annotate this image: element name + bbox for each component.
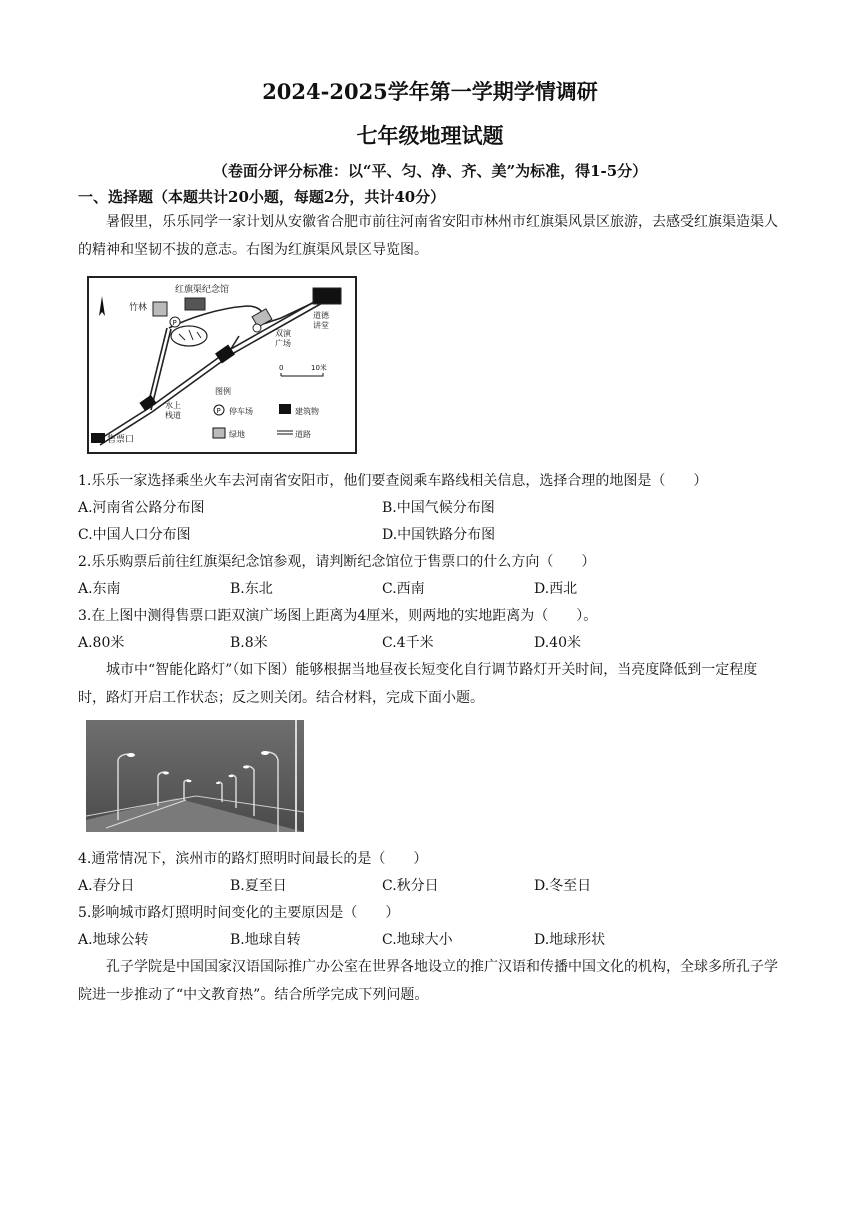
- svg-text:10米: 10米: [311, 364, 327, 372]
- smart-streetlight-photo: [86, 720, 304, 832]
- question-4-stem: 4.通常情况下，滨州市的路灯照明时间最长的是（ ）: [78, 851, 428, 867]
- question-5-option-b[interactable]: B.地球自转: [230, 932, 301, 948]
- plaza-label-2: 广场: [275, 339, 291, 348]
- question-3-option-c[interactable]: C.4千米: [382, 635, 434, 651]
- svg-text:图例: 图例: [215, 387, 231, 396]
- intro-paragraph-3: 孔子学院是中国国家汉语国际推广办公室在世界各地设立的推广汉语和传播中国文化的机构，全球多所孔子学院进一步推动了“中文教育热”。结合所学完成下列问题。: [78, 959, 778, 1003]
- memorial-building: [185, 298, 205, 310]
- moral-hall-label-2: 讲堂: [313, 321, 329, 330]
- question-3-option-b[interactable]: B.8米: [230, 635, 268, 651]
- scale-bar: [279, 363, 327, 376]
- svg-text:P: P: [216, 407, 221, 415]
- question-3-option-a[interactable]: A.80米: [78, 635, 125, 651]
- question-2-option-c[interactable]: C.西南: [382, 581, 425, 597]
- intro-paragraph-2: 城市中“智能化路灯”（如下图）能够根据当地昼夜长短变化自行调节路灯开关时间，当亮度降低到一定程度时，路灯开启工作状态；反之则关闭。结合材料，完成下面小题。: [78, 662, 758, 706]
- svg-text:绿地: 绿地: [229, 430, 245, 439]
- svg-text:0: 0: [279, 364, 284, 372]
- intro-paragraph-1: 暑假里，乐乐同学一家计划从安徽省合肥市前往河南省安阳市林州市红旗渠风景区旅游，去感受红旗渠造渠人的精神和坚韧不拔的意志。右图为红旗渠风景区导览图。: [78, 214, 778, 258]
- question-5-option-d[interactable]: D.地球形状: [534, 932, 606, 948]
- question-1-option-b[interactable]: B.中国气候分布图: [382, 500, 495, 516]
- north-arrow-icon: [99, 296, 105, 316]
- water-walkway-label-2: 栈道: [165, 411, 181, 420]
- question-1-option-d[interactable]: D.中国铁路分布图: [382, 527, 496, 543]
- plaza-label-1: 双演: [275, 329, 291, 338]
- question-5-option-a[interactable]: A.地球公转: [78, 932, 149, 948]
- svg-text:建筑物: 建筑物: [295, 407, 319, 416]
- svg-text:P: P: [172, 319, 177, 327]
- exam-subtitle: 七年级地理试题: [356, 123, 504, 148]
- question-4-option-a[interactable]: A.春分日: [78, 878, 135, 894]
- question-2-stem: 2.乐乐购票后前往红旗渠纪念馆参观，请判断纪念馆位于售票口的什么方向（ ）: [78, 554, 596, 570]
- question-2-option-d[interactable]: D.西北: [534, 581, 578, 597]
- road-lines: [97, 298, 324, 445]
- question-5-stem: 5.影响城市路灯照明时间变化的主要原因是（ ）: [78, 905, 400, 921]
- ticket-label: 售票口: [107, 435, 135, 445]
- memorial-label: 红旗渠纪念馆: [175, 285, 230, 295]
- ticket-office-building: [91, 433, 105, 443]
- moral-hall-label-1: 道德: [313, 311, 329, 320]
- question-4-option-c[interactable]: C.秋分日: [382, 878, 439, 894]
- roundabout: [171, 326, 207, 346]
- question-3-option-d[interactable]: D.40米: [534, 635, 581, 651]
- svg-text:停车场: 停车场: [229, 407, 253, 416]
- section-title: 一、选择题（本题共计20小题，每题2分，共计40分）: [78, 188, 446, 206]
- question-3-stem: 3.在上图中测得售票口距双演广场图上距离为4厘米，则两地的实地距离为（ ）。: [78, 608, 598, 624]
- svg-text:道路: 道路: [295, 430, 311, 439]
- question-2-option-a[interactable]: A.东南: [78, 581, 121, 597]
- question-2-option-b[interactable]: B.东北: [230, 581, 273, 597]
- scenic-area-map: [87, 276, 357, 454]
- question-1-option-c[interactable]: C.中国人口分布图: [78, 527, 191, 543]
- moral-hall-building: [313, 288, 341, 304]
- exam-title: 2024-2025学年第一学期学情调研: [262, 79, 598, 104]
- question-4-option-b[interactable]: B.夏至日: [230, 878, 287, 894]
- map-legend: [213, 386, 319, 439]
- bamboo-label: 竹林: [129, 303, 148, 313]
- question-5-option-c[interactable]: C.地球大小: [382, 932, 453, 948]
- question-1-stem: 1.乐乐一家选择乘坐火车去河南省安阳市，他们要查阅乘车路线相关信息，选择合理的地图是（ ）: [78, 473, 708, 489]
- bamboo-green-area: [153, 302, 167, 316]
- water-walkway-label-1: 水上: [165, 401, 181, 410]
- question-4-option-d[interactable]: D.冬至日: [534, 878, 592, 894]
- question-1-option-a[interactable]: A.河南省公路分布图: [78, 500, 205, 516]
- scoring-note: （卷面分评分标准：以“平、匀、净、齐、美”为标准，得1-5分）: [212, 162, 648, 180]
